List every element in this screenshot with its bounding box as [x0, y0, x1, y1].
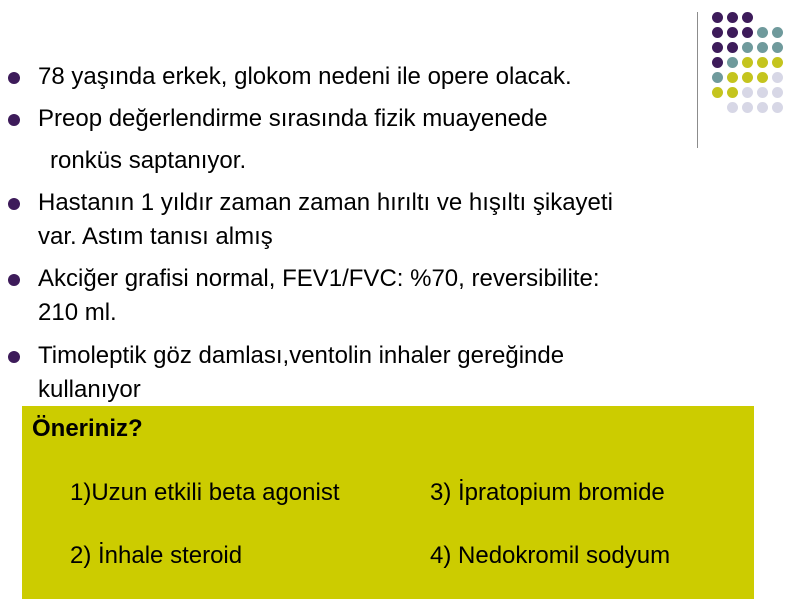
decorative-dot [727, 42, 738, 53]
decorative-dot [727, 102, 738, 113]
bullet-continuation: var. Astım tanısı almış [38, 223, 273, 250]
bullet-continuation: ronküs saptanıyor. [50, 147, 247, 174]
bullet-dot-icon [8, 72, 20, 84]
bullet-text: Timoleptik göz damlası,ventolin inhaler gereğinde [38, 342, 565, 369]
bullet-dot-icon [8, 274, 20, 286]
decorative-dot [712, 27, 723, 38]
decorative-dot [712, 57, 723, 68]
decorative-dot [712, 42, 723, 53]
decorative-dot [757, 87, 768, 98]
decorative-dot [772, 72, 783, 83]
decorative-dot-grid [712, 12, 800, 132]
question-box [22, 406, 754, 599]
decorative-dot [772, 87, 783, 98]
decorative-dot [772, 57, 783, 68]
bullet-text: Preop değerlendirme sırasında fizik muayenede [38, 105, 548, 132]
bullet-dot-icon [8, 351, 20, 363]
decorative-dot [757, 57, 768, 68]
bullet-text: Akciğer grafisi normal, FEV1/FVC: %70, reversibilite: [38, 265, 600, 292]
decorative-dot [742, 87, 753, 98]
bullet-dot-icon [8, 114, 20, 126]
option-1: 1)Uzun etkili beta agonist [70, 479, 340, 506]
decorative-dot [727, 27, 738, 38]
bullet-text: Hastanın 1 yıldır zaman zaman hırıltı ve hışıltı şikayeti [38, 189, 613, 216]
bullet-text: 78 yaşında erkek, glokom nedeni ile opere olacak. [38, 63, 572, 90]
decorative-dot [742, 72, 753, 83]
bullet-continuation: kullanıyor [38, 376, 141, 403]
option-2: 2) İnhale steroid [70, 542, 243, 569]
bullet-continuation: 210 ml. [38, 299, 117, 326]
decorative-dot [712, 87, 723, 98]
decorative-dot [772, 42, 783, 53]
decorative-dot [772, 102, 783, 113]
decorative-dot [727, 72, 738, 83]
decorative-dot [727, 57, 738, 68]
option-4: 4) Nedokromil sodyum [430, 542, 671, 569]
decorative-dot [757, 27, 768, 38]
decorative-dot [742, 102, 753, 113]
bullet-dot-icon [8, 198, 20, 210]
option-3: 3) İpratopium bromide [430, 479, 665, 506]
decorative-dot [757, 42, 768, 53]
decorative-dot [757, 102, 768, 113]
decorative-dot [712, 72, 723, 83]
question-title: Öneriniz? [32, 415, 143, 442]
decorative-dot [772, 27, 783, 38]
decorative-dot [742, 27, 753, 38]
decorative-dot [727, 87, 738, 98]
decorative-dot [727, 12, 738, 23]
decorative-dot [742, 12, 753, 23]
decorative-dot [742, 42, 753, 53]
decorative-divider [697, 12, 698, 148]
decorative-dot [742, 57, 753, 68]
decorative-dot [712, 12, 723, 23]
decorative-dot [757, 72, 768, 83]
